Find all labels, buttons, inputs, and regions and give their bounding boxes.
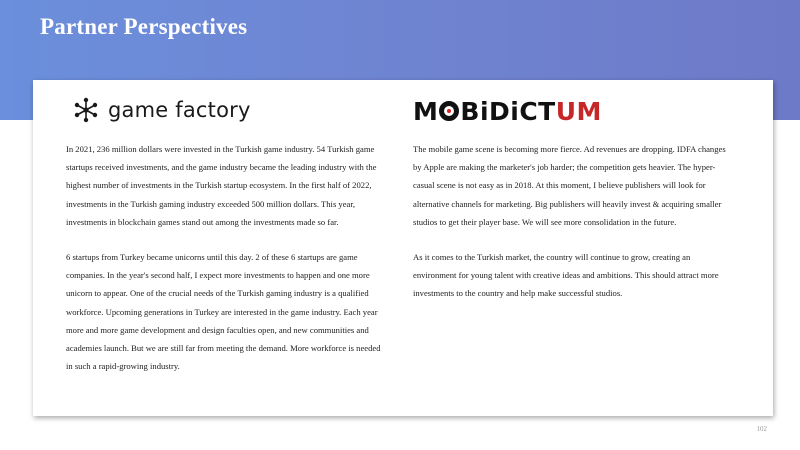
left-paragraph: 6 startups from Turkey became unicorns until this day. 2 of these 6 startups are game companies. In the year's second half, I expect more investments to happen and one more unicorn to appear. One of the crucial needs of the Turkish gaming industry is a qualified workforce. Upcoming generations in Turkey are interested in the game industry. Each year more and more game development and design faculties open, and new communities and academies launch. But we are still far from meeting the demand. More workforce is needed in such a rapid-growing industry.	[66, 252, 381, 372]
mobidictum-logo	[413, 98, 602, 124]
game-factory-logo	[73, 96, 251, 124]
left-column-text	[66, 140, 384, 392]
left-paragraph: In 2021, 236 million dollars were invested in the Turkish game industry. 54 Turkish game startups received investments, and the game industry became the leading industry with the highest number of investments in the Turkish startup ecosystem. In the first half of 2022, investments in the Turkish gaming industry exceeded 500 million dollars. This year, investments in blockchain games stand out among the investments made so far.	[66, 144, 377, 227]
game-factory-wordmark: game factory	[108, 98, 251, 122]
right-paragraph: The mobile game scene is becoming more fierce. Ad revenues are dropping. IDFA changes by Apple are making the marketer's job harder; the competition gets heavier. The hyper-casual scene is not easy as in 2018. At this moment, I believe publishers will look for alternative channels for marketing. Big publishers will heavily invest & acquiring smaller studios to get their player base. We will see more consolidation in the future.	[413, 144, 726, 227]
mobidictum-letter-m: M	[413, 96, 439, 126]
right-paragraph: As it comes to the Turkish market, the country will continue to grow, creating an environment for young talent with creative ideas and ambitions. This should attract more investments to the country and help make successful studios.	[413, 252, 719, 299]
page-number: 102	[756, 425, 767, 433]
right-column-text	[413, 140, 731, 320]
mobidictum-end: UM	[555, 96, 602, 126]
content-card	[33, 80, 773, 416]
page-title: Partner Perspectives	[40, 14, 248, 39]
molecule-network-icon	[73, 97, 99, 123]
mobidictum-o-ring-icon	[439, 101, 459, 121]
mobidictum-middle: BiDiCT	[460, 96, 556, 126]
